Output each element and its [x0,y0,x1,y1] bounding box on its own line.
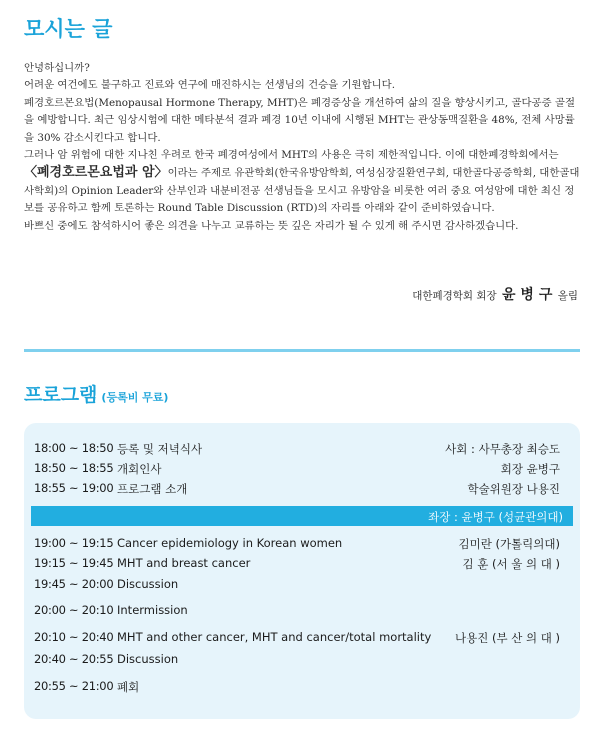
program-row [34,652,570,670]
program-row [34,577,570,595]
row-speaker: 나용진 (부 산 의 대 ) [454,631,560,645]
row-item: 등록 및 저녁식사 [117,442,203,456]
topic-title: 〈폐경호르몬요법과 암〉 [24,165,168,181]
signature [412,284,578,304]
row-item: Cancer epidemiology in Korean women [117,536,343,550]
greeting: 안녕하십니까? [24,62,90,74]
paragraph-1: 어려운 여건에도 불구하고 진료와 연구에 매진하시는 선생님의 건승을 기원합니다. [24,79,395,92]
row-item: Discussion [117,577,179,591]
row-item: Discussion [117,652,179,666]
row-speaker: 사회 : 사무총장 최승도 [445,442,560,456]
paragraph-3 [24,147,584,218]
row-item: MHT and breast cancer [117,556,251,570]
program-row [34,441,570,459]
program-heading [24,380,168,407]
chair-label: 좌장 : 윤병구 (성균관의대) [428,510,563,524]
row-time: 20:10 ~ 20:40 [34,630,114,644]
paragraph-4: 바쁘신 중에도 참석하시어 좋은 의견을 나누고 교류하는 뜻 깊은 자리가 될 수 있게 해 주시면 감사하겠습니다. [24,219,519,232]
program-row [34,630,570,648]
chair-bar [31,506,573,526]
row-time: 20:00 ~ 20:10 [34,603,114,617]
row-time: 19:00 ~ 19:15 [34,536,114,550]
paragraph-3-end: 이라는 주제로 유관학회(한국유방암학회, 여성심장질환연구회, 대한골다공증학회, 대한골대사학회)의 Opinion Leader와 산부인과 내분비전공 선생님들을 모시고 유방암을 비롯한 여러 중요 여성암에 대한 최신 정보를 공유하고 함께 토론하는 Round Table Discussion (RTD)의 자리를 아래와 같이 준비하였습니다. [24,167,580,215]
section-divider [24,349,580,352]
row-item: 개회인사 [117,462,162,476]
row-speaker: 학술위원장 나용진 [467,482,560,496]
row-time: 18:00 ~ 18:50 [34,441,114,455]
row-item: 폐회 [117,680,140,694]
signature-prefix: 대한폐경학회 회장 [412,290,497,302]
row-item: Intermission [117,603,188,617]
program-row [34,536,570,554]
program-row [34,461,570,479]
row-time: 20:40 ~ 20:55 [34,652,114,666]
row-time: 18:55 ~ 19:00 [34,481,114,495]
paragraph-2: 폐경호르몬요법(Menopausal Hormone Therapy, MHT)은 폐경증상을 개선하여 삶의 질을 향상시키고, 골다공증 골절을 예방합니다. 최근 임상시험에 대한 메타분석 결과 폐경 10년 이내에 시행된 MHT는 관상동맥질환을 48%, 전체 사망률을 30% 감소시킨다고 합니다. [24,96,575,144]
row-speaker: 김미란 (가톨릭의대) [458,537,560,551]
program-subtitle: (등록비 무료) [101,391,169,404]
row-speaker: 회장 윤병구 [500,462,560,476]
row-item: MHT and other cancer, MHT and cancer/total mortality [117,630,432,644]
row-time: 18:50 ~ 18:55 [34,461,114,475]
program-title: 프로그램 [24,384,98,406]
row-time: 19:15 ~ 19:45 [34,556,114,570]
signature-name: 윤 병 구 [502,287,553,303]
invitation-body [24,60,584,235]
row-item: 프로그램 소개 [117,482,188,496]
paragraph-3-start: 그러나 암 위험에 대한 지나친 우려로 한국 폐경여성에서 MHT의 사용은 극히 제한적입니다. 이에 대한폐경학회에서는 [24,149,559,162]
row-time: 20:55 ~ 21:00 [34,679,114,693]
program-row [34,556,570,574]
program-row [34,603,570,621]
program-row [34,679,570,697]
signature-suffix: 올림 [557,290,578,302]
row-speaker: 김 훈 (서 울 의 대 ) [462,557,560,571]
row-time: 19:45 ~ 20:00 [34,577,114,591]
program-row [34,481,570,499]
program-panel [24,423,580,719]
invitation-title: 모시는 글 [24,17,113,41]
